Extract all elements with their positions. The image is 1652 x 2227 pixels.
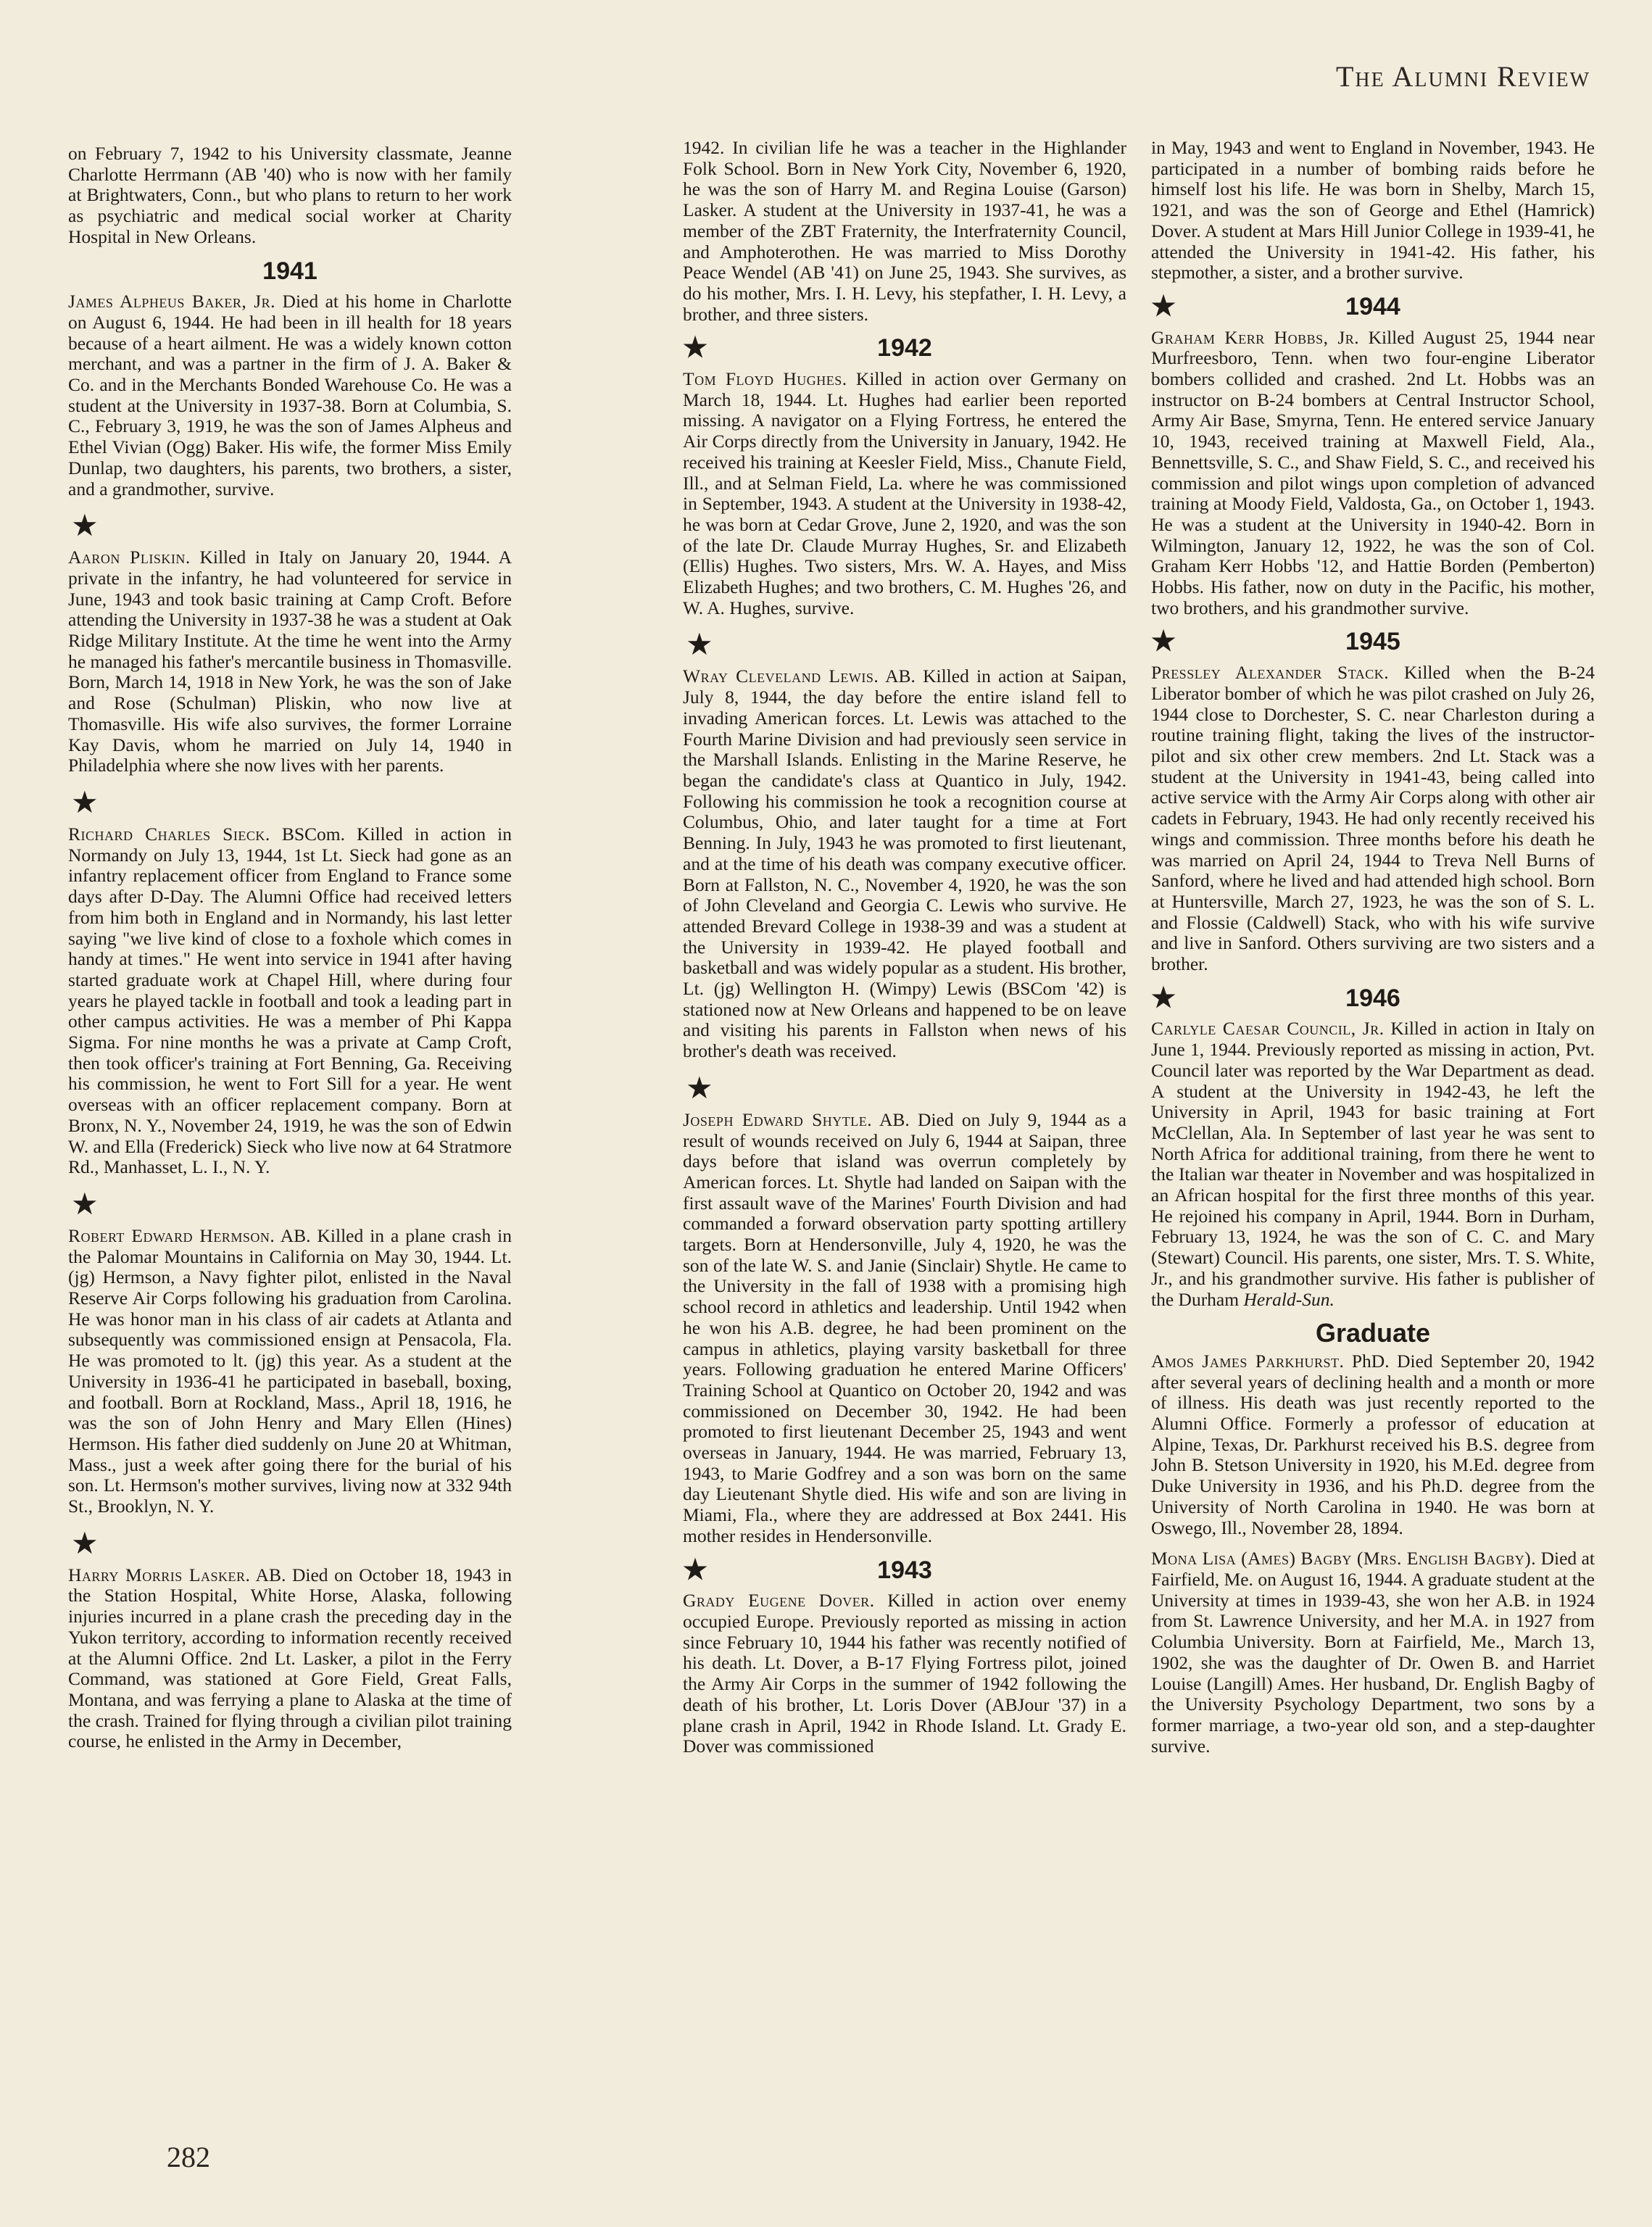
star-icon: ★ bbox=[71, 1527, 99, 1561]
obituary-name: Richard Charles Sieck. bbox=[68, 823, 270, 845]
star-icon: ★ bbox=[683, 1554, 708, 1585]
obituary-baker bbox=[68, 291, 512, 499]
obituary-text: BSCom. Killed in action in Normandy on July 13, 1944, 1st Lt. Sieck had gone as an infantry replacement officer from England to France some days after D-Day. The Alumni Office had received letters from him both in England and in Normandy, his last letter saying "we live kind of close to a foxhole which comes in handy at times." He went into service in 1941 after having started graduate work at Chapel Hill, where during four years he played tackle in football and took a leading part in other campus activities. He was a member of Phi Kappa Sigma. For nine months he was a private at Camp Croft, then took officer's training at Fort Benning, Ga. Receiving his commission, he went to Fort Sill for a year. He went overseas with an officer replacement company. Born at Bronx, N. Y., November 24, 1919, he was the son of Edwin W. and Ella (Frederick) Sieck who live now at 64 Stratmore Rd., Manhasset, L. I., N. Y. bbox=[68, 823, 512, 1178]
section-year: 1942 bbox=[877, 334, 932, 362]
paragraph: on February 7, 1942 to his University classmate, Jeanne Charlotte Herrmann (AB '40) who is now with her family at Brightwaters, Conn., but who plans to return to her work as psychiatric and medical social worker at Charity Hospital in New Orleans. bbox=[68, 143, 512, 247]
obituary-text: AB. Killed in a plane crash in the Palomar Mountains in California on May 30, 1944. Lt. (jg) Hermson, a Navy fighter pilot, enlisted in the Naval Reserve Air Corps following his graduation from Carolina. He was honor man in his class of air cadets at Atlanta and subsequently was commissioned ensign at Pensacola, Fla. He was promoted to lt. (jg) this year. As a student at the University in 1936-41 he participated in baseball, boxing, and football. Born at Rockland, Mass., April 18, 1916, he was the son of John Henry and Mary Ellen (Hines) Hermson. His father died suddenly on June 20 at Whitman, Mass., just a week after going there for the burial of his son. Lt. Hermson's mother survives, living now at 332 94th St., Brooklyn, N. Y. bbox=[68, 1224, 512, 1517]
obituary-name: Joseph Edward Shytle. bbox=[683, 1108, 873, 1130]
star-icon: ★ bbox=[683, 333, 708, 364]
obituary-text: Died at his home in Charlotte on August 6, 1944. He had been in ill health for 18 years because of a heart ailment. He was a widely known cotton merchant, and was a partner in the firm of J. A. Baker & Co. and in the Merchants Bonded Warehouse Co. He was a student at the University in 1937-38. Born at Columbia, S. C., February 3, 1919, he was the son of James Alpheus and Ethel Vivian (Ogg) Baker. His wife, the former Miss Emily Dunlap, two daughters, his parents, two brothers, a sister, and a grandmother, survive. bbox=[68, 291, 512, 499]
section-year: 1944 bbox=[1345, 292, 1400, 320]
obituary-lasker bbox=[68, 1565, 512, 1752]
obituary-name: James Alpheus Baker, Jr. bbox=[68, 291, 276, 312]
star-icon: ★ bbox=[1151, 626, 1176, 658]
section-heading-1945 bbox=[1151, 626, 1595, 658]
column-3 bbox=[1151, 138, 1595, 1767]
obituary-text: AB. Died on July 9, 1944 as a result of wounds received on July 6, 1944 at Saipan, three days before that island was overrun completely by American forces. Lt. Shytle had landed on Saipan with the first assault wave of the Marines' Fourth Division and had commanded a forward observation party spotting artillery targets. Born at Hendersonville, July 4, 1920, he was the son of the late W. S. and Janie (Sinclair) Shytle. He came to the University in the fall of 1938 with a promising high school record in athletics and leadership. Until 1942 when he won his A.B. degree, he had been prominent on the campus in athletics, playing varsity basketball for three years. Following graduation he entered Marine Officers' Training School at Quantico on October 20, 1942 and was commissioned on December 30, 1942. He had been promoted to first lieutenant December 25, 1943 and went overseas in January, 1944. He was married, February 13, 1943, to Marie Godfrey and a son was born on the same day Lieutenant Shytle died. His wife and son are living in Miami, Fla., where they are addressed at Box 2441. His mother resides in Hendersonville. bbox=[683, 1108, 1126, 1546]
obituary-text: AB. Died on October 18, 1943 in the Station Hospital, White Horse, Alaska, following injuries incurred in a plane crash the preceding day in the Yukon territory, according to information recently received at the Alumni Office. 2nd Lt. Lasker, a pilot in the Ferry Command, was stationed at Gore Field, Great Falls, Montana, and was ferrying a plane to Alaska at the time of the crash. Trained for flying through a civilian pilot training course, he enlisted in the Army in December, bbox=[68, 1564, 512, 1752]
section-year: 1943 bbox=[877, 1556, 932, 1584]
obituary-name: Wray Cleveland Lewis. bbox=[683, 665, 879, 687]
section-heading-1944 bbox=[1151, 291, 1595, 322]
obituary-text: Died at Fairfield, Me. on August 16, 1944. A graduate student at the University at times in 1939-43, she won her A.B. in 1924 from St. Lawrence University, and her M.A. in 1927 from Columbia University. Born at Fairfield, Me., March 13, 1902, she was the daughter of Dr. Owen B. and Harriet Louise (Langill) Ames. Her husband, Dr. English Bagby of the University Psychology Department, two sons by a former marriage, a two-year old son, and a step-daughter survive. bbox=[1151, 1548, 1595, 1757]
section-year: 1946 bbox=[1345, 984, 1400, 1012]
obituary-name: Amos James Parkhurst. bbox=[1151, 1350, 1345, 1372]
obituary-text: Killed in action over enemy occupied Europe. Previously reported as missing in action since February 10, 1944 his father was recently notified of his death. Lt. Dover, a B-17 Flying Fortress pilot, joined the Army Air Corps in the summer of 1942 following the death of his brother, Lt. Loris Dover (ABJour '37) in a plane crash in April, 1942 in Rhode Island. Lt. Grady E. Dover was commissioned bbox=[683, 1590, 1126, 1757]
obituary-name: Harry Morris Lasker. bbox=[68, 1564, 251, 1585]
paragraph: in May, 1943 and went to England in November, 1943. He participated in a number of bombing raids before he himself lost his life. He was born in Shelby, March 15, 1921, and was the son of George and Ethel (Hamrick) Dover. A student at Mars Hill Junior College in 1939-41, he attended the University in 1941-42. His father, his stepmother, a sister, and a brother survive. bbox=[1151, 137, 1595, 283]
page-number: 282 bbox=[167, 2141, 210, 2173]
section-heading-1946 bbox=[1151, 982, 1595, 1013]
section-heading-graduate: Graduate bbox=[1315, 1318, 1431, 1348]
obituary-shytle bbox=[683, 1110, 1126, 1547]
section-year: 1945 bbox=[1345, 628, 1400, 656]
star-icon: ★ bbox=[71, 510, 99, 544]
obituary-text: Killed in action in Italy on June 1, 1944. Previously reported as missing in action, Pvt. Council later was reported by the War Department as dead. A student at the University in 1942-43, he left the University in April, 1943 for basic training at Fort McClellan, Ala. In September of last year he was sent to North Africa for additional training, from there he went to the Italian war theater in November and was hospitalized in an African hospital for the first three months of this year. He rejoined his company in April, 1944. Born in Durham, February 13, 1924, he was the son of C. C. and Mary (Stewart) Council. His parents, one sister, Mrs. T. S. White, Jr., and his grandmother survive. His father is publisher of the Durham bbox=[1151, 1018, 1595, 1310]
obituary-hobbs bbox=[1151, 328, 1595, 619]
obituary-name: Carlyle Caesar Council, Jr. bbox=[1151, 1018, 1385, 1040]
star-icon: ★ bbox=[71, 786, 99, 820]
star-icon: ★ bbox=[686, 629, 713, 663]
obituary-hughes bbox=[683, 369, 1126, 618]
obituary-text: Killed when the B-24 Liberator bomber of which he was pilot crashed on July 26, 1944 close to Dorchester, S. C. near Charleston during a routine training flight, taking the lives of the instructor-pilot and six other crew members. 2nd Lt. Stack was a student at the University in 1941-43, being called into active service with the Army Air Corps along with other air cadets in February, 1943. He had only recently received his wings and commission. Three months before his death he was married on April 24, 1944 to Treva Nell Burns of Sanford, where he lived and had attended high school. Born at Huntersville, March 27, 1923, he was the son of S. L. and Flossie (Caldwell) Stack, who with his wife survive and live in Sanford. Others surviving are two sisters and a brother. bbox=[1151, 662, 1595, 975]
obituary-council bbox=[1151, 1019, 1595, 1310]
running-head: The Alumni Review bbox=[1335, 60, 1590, 93]
obituary-parkhurst bbox=[1151, 1351, 1595, 1538]
obituary-name: Tom Floyd Hughes. bbox=[683, 368, 847, 390]
obituary-lewis bbox=[683, 666, 1126, 1061]
star-icon: ★ bbox=[1151, 982, 1176, 1013]
column-2 bbox=[683, 138, 1126, 1767]
obituary-bagby bbox=[1151, 1548, 1595, 1757]
section-heading-1942 bbox=[683, 333, 1126, 364]
obituary-text: AB. Killed in action at Saipan, July 8, 1944, the day before the entire island fell to invading American forces. Lt. Lewis was attached to the Fourth Marine Division and had previously seen service in the Marshall Islands. Enlisting in the Marine Reserve, he began the candidate's class at Quantico in July, 1942. Following his commission he took a recognition course at Columbus, Ohio, and later taught for a time at Fort Benning. In July, 1943 he was promoted to first lieutenant, and at the time of his death was company executive officer. Born at Fallston, N. C., November 4, 1920, he was the son of John Cleveland and Georgia C. Lewis who survive. He attended Brevard College in 1938-39 and was a student at the University in 1939-42. He played football and basketball and was widely popular as a student. His brother, Lt. (jg) Wellington H. (Wimpy) Lewis (BSCom '42) is stationed now at New Orleans and happened to be on leave and visiting his parents in Fallston when news of his brother's death was received. bbox=[683, 665, 1126, 1062]
obituary-name: Grady Eugene Dover. bbox=[683, 1590, 875, 1612]
star-icon: ★ bbox=[71, 1187, 99, 1222]
obituary-name: Mona Lisa (Ames) Bagby (Mrs. English Bagby). bbox=[1151, 1548, 1537, 1569]
star-icon: ★ bbox=[686, 1071, 713, 1106]
obituary-text: Killed August 25, 1944 near Murfreesboro, Tenn. when two four-engine Liberator bombers collided and crashed. 2nd Lt. Hobbs was an instructor on B-24 bombers at Central Instructor School, Army Air Base, Smyrna, Tenn. He entered service January 10, 1943, received training at Maxwell Field, Ala., Bennettsville, S. C., and Shaw Field, S. C., and received his commission and pilot wings upon completion of advanced training at Moody Field, Valdosta, Ga., on October 1, 1943. He was a student at the University in 1940-42. Born in Wilmington, January 12, 1922, he was the son of Col. Graham Kerr Hobbs '12, and Hattie Borden (Pemberton) Hobbs. His father, now on duty in the Pacific, his mother, two brothers, and his grandmother survive. bbox=[1151, 326, 1595, 618]
obituary-text: Killed in action over Germany on March 18, 1944. Lt. Hughes had earlier been reported missing. A navigator on a Flying Fortress, he entered the Air Corps directly from the University in January, 1942. He received his training at Keesler Field, Miss., Chanute Field, Ill., and at Selman Field, La. where he was commissioned in September, 1943. A student at the University in 1938-42, he was born at Cedar Grove, June 2, 1920, and was the son of the late Dr. Claude Murray Hughes, Sr. and Elizabeth (Ellis) Hughes. Two sisters, Mrs. W. A. Hayes, and Miss Elizabeth Hughes; and two brothers, C. M. Hughes '26, and W. A. Hughes, survive. bbox=[683, 368, 1126, 618]
section-heading-1941: 1941 bbox=[262, 257, 317, 285]
obituary-text: Killed in Italy on January 20, 1944. A private in the infantry, he had volunteered for service in June, 1943 and took basic training at Camp Croft. Before attending the University in 1937-38 he was a student at Oak Ridge Military Institute. At the time he went into the Army he managed his father's mercantile business in Thomasville. Born, March 14, 1918 in New York, he was the son of Jake and Rose (Schulman) Pliskin, who now live at Thomasville. His wife also survives, the former Lorraine Kay Davis, whom he married on July 14, 1940 in Philadelphia where she now lives with her parents. bbox=[68, 547, 512, 776]
obituary-hermson bbox=[68, 1226, 512, 1517]
column-1 bbox=[68, 144, 512, 1762]
obituary-stack bbox=[1151, 663, 1595, 975]
section-heading-1943 bbox=[683, 1554, 1126, 1585]
obituary-name: Graham Kerr Hobbs, Jr. bbox=[1151, 326, 1360, 348]
obituary-text: PhD. Died September 20, 1942 after several years of declining health and a month or more of illness. His death was just recently reported to the Alumni Office. Formerly a professor of education at Alpine, Texas, Dr. Parkhurst received his B.S. degree from John B. Stetson University in 1920, his M.Ed. degree from Duke University in 1936, and his Ph.D. degree from the University of North Carolina in 1940. He was born at Oswego, Ill., November 28, 1894. bbox=[1151, 1350, 1595, 1538]
obituary-name: Pressley Alexander Stack. bbox=[1151, 662, 1390, 684]
obituary-pliskin bbox=[68, 547, 512, 776]
obituary-name: Robert Edward Hermson. bbox=[68, 1224, 275, 1246]
obituary-dover bbox=[683, 1591, 1126, 1757]
newspaper-title: Herald-Sun. bbox=[1243, 1288, 1335, 1310]
obituary-sieck bbox=[68, 824, 512, 1178]
obituary-name: Aaron Pliskin. bbox=[68, 547, 191, 568]
star-icon: ★ bbox=[1151, 291, 1176, 322]
paragraph: 1942. In civilian life he was a teacher in the Highlander Folk School. Born in New York City, November 6, 1920, he was the son of Harry M. and Regina Louise (Garson) Lasker. A student at the University in 1937-41, he was a member of the ZBT Fraternity, the Interfraternity Council, and Amphoterothen. He was married to Miss Dorothy Peace Wendel (AB '41) on June 25, 1943. She survives, as do his mother, Mrs. I. H. Levy, his stepfather, I. H. Levy, a brother, and three sisters. bbox=[683, 137, 1126, 325]
